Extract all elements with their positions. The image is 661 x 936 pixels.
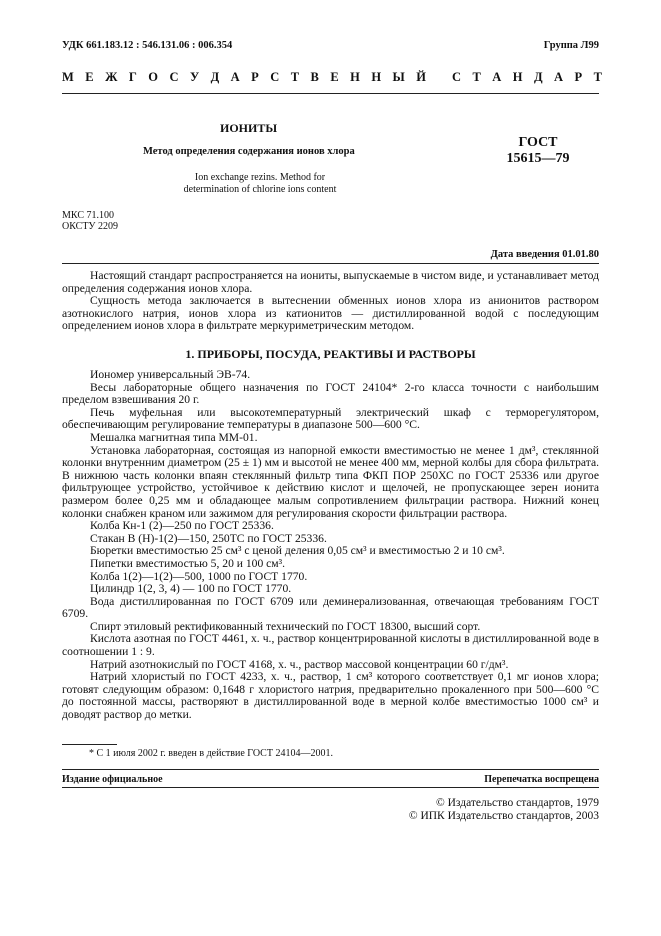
- section-paragraph: Натрий хлористый по ГОСТ 4233, х. ч., раствор, 1 см³ которого соответствует 0,1 мг ионов хлора; готовят следующим образом: 0,1648 г хлористого натрия, предварительно прокаленного при 500—600 °С до постоянной массы, растворяют в дистиллированной воде в мерной колбе вместимостью 1000 см³ и доводят раствор до метки.: [62, 670, 599, 722]
- introduction-date: [491, 249, 599, 260]
- date-label: Дата введения: [490, 249, 560, 260]
- reprint-forbidden-label: Перепечатка воспрещена: [484, 774, 599, 785]
- intro-paragraph: Сущность метода заключается в вытеснении обменных ионов хлора из анионитов раствором азотнокислого натрия, ионов хлора из катионитов — дистиллированной водой с последующим определением ионов хлора в фильтрате меркуриметрическим методом.: [62, 294, 599, 333]
- mks-code: МКС 71.100: [62, 210, 114, 221]
- section1-body: [62, 369, 599, 722]
- group-code: Группа Л99: [543, 40, 599, 51]
- date-value: 01.01.80: [562, 249, 599, 260]
- footer-rule: [62, 769, 599, 770]
- banner-letter: Г: [128, 70, 137, 84]
- section-paragraph: Вода дистиллированная по ГОСТ 6709 или деминерализованная, отвечающая требованиям ГОСТ 6709.: [62, 594, 599, 621]
- section-paragraph: Бюретки вместимостью 25 см³ с ценой деления 0,05 см³ и вместимостью 2 и 10 см³.: [90, 544, 505, 558]
- footer-rule-bottom: [62, 787, 599, 788]
- footnote: * С 1 июля 2002 г. введен в действие ГОСТ 24104—2001.: [89, 748, 333, 759]
- banner-letter: С: [270, 70, 280, 84]
- okstu-code: ОКСТУ 2209: [62, 221, 119, 232]
- date-rule: [62, 263, 599, 264]
- section-paragraph: Спирт этиловый ректификованный технический по ГОСТ 18300, высший сорт.: [90, 619, 481, 633]
- footnote-rule: [62, 744, 117, 745]
- section-paragraph: Мешалка магнитная типа ММ-01.: [90, 430, 258, 444]
- banner-letter: А: [230, 70, 240, 84]
- banner-letter: Т: [472, 70, 481, 84]
- intro-paragraph: Настоящий стандарт распространяется на иониты, выпускаемые в чистом виде, и устанавливает метод определения содержания ионов хлора.: [62, 269, 599, 295]
- section-paragraph: Натрий азотнокислый по ГОСТ 4168, х. ч., раствор массовой концентрации 60 г/дм³.: [90, 657, 509, 671]
- banner-letter: А: [554, 70, 564, 84]
- document-subtitle: Метод определения содержания ионов хлора: [143, 146, 355, 157]
- banner-letter: Н: [371, 70, 382, 84]
- banner-letter: М: [62, 70, 74, 84]
- gost-designation: [498, 135, 578, 167]
- section-paragraph: Цилиндр 1(2, 3, 4) — 100 по ГОСТ 1770.: [90, 582, 292, 596]
- banner-letter: Р: [574, 70, 583, 84]
- copyright-block: [409, 797, 599, 823]
- banner-letter: С: [169, 70, 179, 84]
- banner-letter: В: [310, 70, 319, 84]
- banner-letter: У: [189, 70, 200, 84]
- section-paragraph: Печь муфельная или высокотемпературный электрический шкаф с терморегулятором, обеспечивающим регулирование температуры в диапазоне 500—600 °С.: [62, 405, 599, 432]
- banner-letter: С: [452, 70, 462, 84]
- banner-letter: Ж: [105, 70, 118, 84]
- section-paragraph: Кислота азотная по ГОСТ 4461, х. ч., раствор концентрированной кислоты в дистиллированной воде в соотношении 1 : 9.: [62, 632, 599, 659]
- banner-letter: О: [148, 70, 159, 84]
- official-edition-label: Издание официальное: [62, 774, 163, 785]
- section-paragraph: Пипетки вместимостью 5, 20 и 100 см³.: [90, 556, 286, 570]
- section-paragraph: Установка лабораторная, состоящая из напорной емкости вместимостью не менее 1 дм³, стеклянной колонки внутренним диаметром (25 ± 1) мм и высотой не менее 400 мм, мерной колбы для сбора фильтрата. В нижнюю часть колонки впаян стеклянный фильтр типа ФКП ПОР 250ХС по ГОСТ 25336 или другое фильтрующее устройство, устойчивое к действию кислот и щелочей, не пропускающее зерен ионита размером более 0,25 мм и обладающее малым сопротивлением фильтрации раствора. Нижний конец колонки снабжен краном или зажимом для регулирования скорости фильтрации раствора.: [62, 443, 599, 520]
- banner-letter: Т: [593, 70, 602, 84]
- banner-letter: Д: [210, 70, 220, 84]
- copyright-line: © Издательство стандартов, 1979: [435, 797, 599, 809]
- banner-letter: А: [492, 70, 502, 84]
- banner-letter: Й: [416, 70, 426, 84]
- intro-section: [62, 270, 599, 333]
- banner-letter: Е: [330, 70, 339, 84]
- banner-letter: Ы: [392, 70, 405, 84]
- banner-letter: Р: [251, 70, 259, 84]
- document-title: ИОНИТЫ: [220, 121, 278, 135]
- gost-number: 15615—79: [506, 151, 570, 166]
- banner-letter: Т: [290, 70, 300, 84]
- banner-letter: [437, 70, 440, 85]
- banner-letter: Н: [350, 70, 360, 84]
- classification-codes: [62, 210, 118, 232]
- banner-letter: Е: [85, 70, 94, 84]
- english-title-line1: Ion exchange rezins. Method for: [194, 172, 326, 183]
- banner-letter: Н: [512, 70, 523, 84]
- section-paragraph: Колба Кн-1 (2)—250 по ГОСТ 25336.: [90, 519, 274, 533]
- gost-label: ГОСТ: [518, 135, 558, 150]
- english-title-line2: determination of chlorine ions content: [183, 184, 337, 195]
- udk-code: УДК 661.183.12 : 546.131.06 : 006.354: [62, 40, 233, 51]
- section-paragraph: Стакан В (Н)-1(2)—150, 250ТС по ГОСТ 25336.: [90, 531, 327, 545]
- section-paragraph: Иономер универсальный ЭВ-74.: [90, 368, 251, 381]
- banner-letter: Д: [533, 70, 543, 84]
- header-rule: [62, 93, 599, 94]
- section-paragraph: Колба 1(2)—1(2)—500, 1000 по ГОСТ 1770.: [90, 569, 308, 583]
- section-paragraph: Весы лабораторные общего назначения по ГОСТ 24104* 2-го класса точности с наибольшим пределом взвешивания 20 г.: [62, 380, 599, 407]
- copyright-line: © ИПК Издательство стандартов, 2003: [408, 810, 599, 822]
- section-heading: 1. ПРИБОРЫ, ПОСУДА, РЕАКТИВЫ И РАСТВОРЫ: [185, 347, 476, 361]
- standard-banner: [62, 70, 602, 85]
- english-title: [160, 172, 360, 196]
